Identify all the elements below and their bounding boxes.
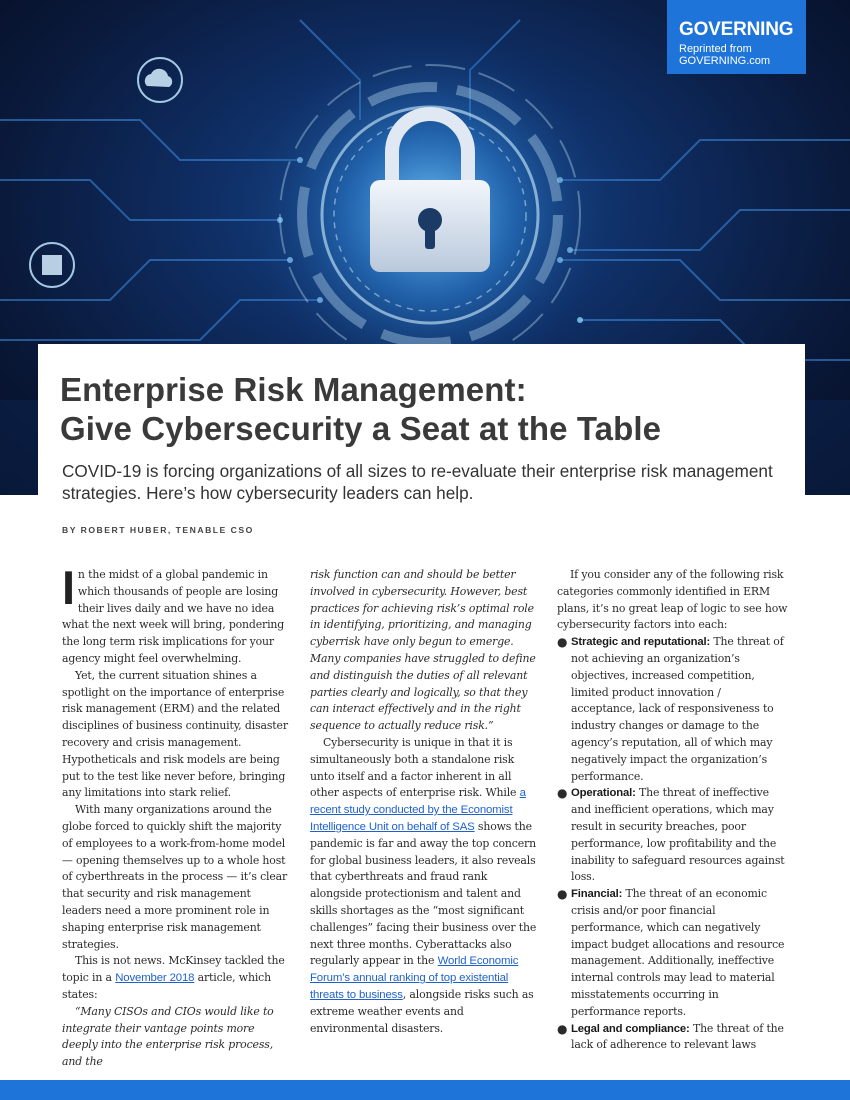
paragraph: With many organizations around the globe forced to quickly shift the majority of employees to a work-from-home model — opening themselves up to a whole host of cyberthreats in the process — it’s clear that security and risk management leaders need a more prominent role in shaping enterprise risk management strategies. <box>62 803 288 951</box>
drop-cap: I <box>62 561 75 614</box>
list-item: ● Strategic and reputational: The threat of not achieving an organization’s objectives, increased competition, limited product innovation / acceptance, lack of responsiveness to industry changes or damage to the agency’s reputation, all of which may negatively impact the organization’s performance. <box>557 635 784 783</box>
footer-bar <box>0 1080 850 1100</box>
paragraph: If you consider any of the following risk categories commonly identified in ERM plans, it’s no great leap of logic to see how cybersecurity factors into each: <box>557 568 788 632</box>
article-subtitle: COVID-19 is forcing organizations of all sizes to re-evaluate their enterprise risk management strategies. Here’s how cybersecurity leaders can help. <box>62 461 773 503</box>
paragraph: This is not news. McKinsey tackled the topic in a November 2018 article, which states: <box>62 954 285 1001</box>
list-item: ● Financial: The threat of an economic crisis and/or poor financial performance, which can negatively impact budget allocations and resource management. Additionally, ineffective internal controls may lead to material misstatements occurring in performance reports. <box>557 887 785 1018</box>
column-1 <box>62 561 290 1071</box>
bullet-icon: ● <box>557 786 568 801</box>
column-3 <box>557 567 788 1054</box>
bullet-icon: ● <box>557 1021 568 1036</box>
article-title <box>60 370 781 448</box>
reprint-line-2: GOVERNING.com <box>679 55 771 67</box>
risk-category-list <box>557 634 788 1054</box>
list-item: ● Operational: The threat of ineffective and inefficient operations, which may result in security breaches, poor performance, low profitability and the inability to safeguard resources against loss. <box>557 786 785 884</box>
paragraph: Yet, the current situation shines a spotlight on the importance of enterprise risk management (ERM) and the related disciplines of business continuity, disaster recovery and crisis management. Hypotheticals and risk models are being put to the test like never before, bringing any limitations into stark relief. <box>62 668 288 800</box>
column-2 <box>310 567 540 1037</box>
bullet-icon: ● <box>557 887 568 902</box>
title-line-1: Enterprise Risk Management: <box>60 371 527 408</box>
quote: “Many CISOs and CIOs would like to integrate their vantage points more deeply into the enterprise risk process, and the <box>62 1004 274 1069</box>
bullet-icon: ● <box>557 635 568 650</box>
title-line-2: Give Cybersecurity a Seat at the Table <box>60 410 662 447</box>
chip-icon <box>30 243 74 287</box>
list-item: ● Legal and compliance: The threat of the lack of adherence to relevant laws <box>557 1021 784 1052</box>
link-economist-study[interactable]: a recent study conducted by the Economist Intelligence Unit on behalf of SAS <box>310 787 526 833</box>
link-november-2018[interactable]: November 2018 <box>115 972 195 985</box>
governing-logo: GOVERNING <box>679 19 794 40</box>
reprint-line-1: Reprinted from <box>679 43 752 55</box>
byline: BY ROBERT HUBER, TENABLE CSO <box>62 525 254 535</box>
paragraph-intro: In the midst of a global pandemic in which thousands of people are losing their lives daily and we have no idea what the next week will bring, pondering the long term risk implications for your agency might feel overwhelming. <box>62 561 285 665</box>
cloud-icon <box>138 58 182 102</box>
link-wef-ranking[interactable]: World Economic Forum’s annual ranking of top existential threats to business <box>310 955 519 1001</box>
paragraph: Cybersecurity is unique in that it is simultaneously both a standalone risk unto itself and a factor inherent in all other aspects of enterprise risk. While a recent study conducted by the Economist Intelligence Unit on behalf of SAS shows the pandemic is far and away the top concern for global business leaders, it also reveals that cyberthreats and fraud rank alongside protectionism and talent and skills shortages as the “most significant challenges” facing their business over the next three months. Cyberattacks also regularly appear in the World Economic Forum’s annual ranking of top existential threats to business, alongside risks such as extreme weather events and environmental disasters. <box>310 735 537 1035</box>
governing-badge[interactable] <box>667 0 806 74</box>
quote-continued: risk function can and should be better involved in cybersecurity. However, best practices for achieving risk’s optimal role in identifying, prioritizing, and managing cyberrisk have only begun to emerge. Many companies have struggled to define and distinguish the duties of all relevant parties clearly and logically, so that they can interact effectively and in the right sequence to actually reduce risk.” <box>310 568 536 733</box>
